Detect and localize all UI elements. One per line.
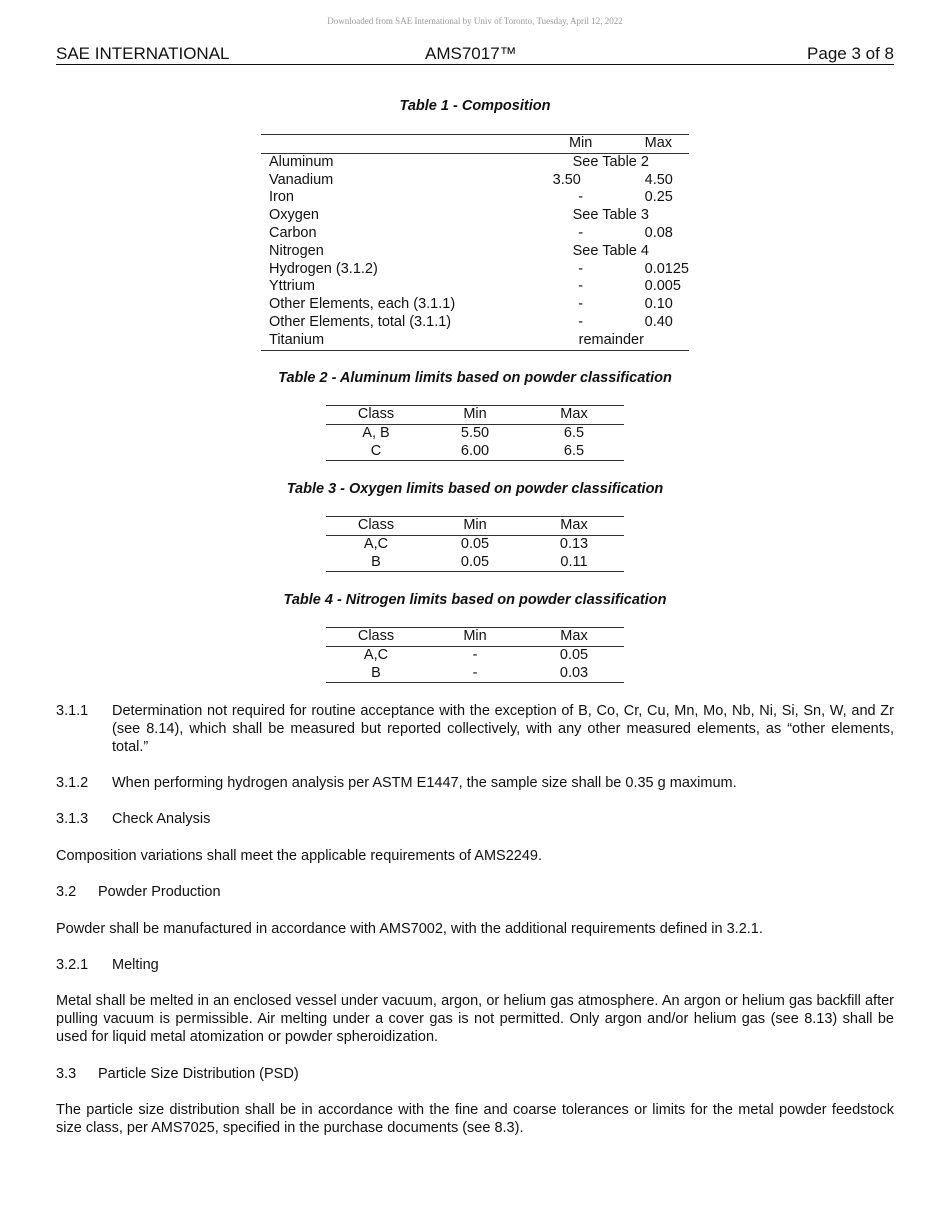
section-number: 3.1.3 bbox=[56, 811, 89, 827]
section-text: When performing hydrogen analysis per ASTM E1447, the sample size shall be 0.35 g maximum. bbox=[112, 775, 737, 791]
section-number: 3.1.1 bbox=[56, 703, 89, 719]
header-cell-max: Max bbox=[524, 406, 624, 425]
table1-caption: Table 1 - Composition bbox=[399, 98, 551, 114]
section-3-3 bbox=[56, 1066, 894, 1084]
element-min: - bbox=[578, 224, 584, 241]
class-cell: A, B bbox=[362, 424, 390, 441]
section-heading: Melting bbox=[112, 957, 159, 973]
max-cell: 6.5 bbox=[563, 442, 585, 459]
element-max: 0.08 bbox=[644, 224, 673, 241]
table-row bbox=[261, 296, 689, 314]
max-cell: 0.13 bbox=[559, 535, 589, 552]
table-header-row bbox=[326, 628, 624, 647]
table-row bbox=[326, 646, 624, 664]
element-name: Yttrium bbox=[269, 278, 315, 295]
element-max: 0.0125 bbox=[644, 260, 689, 277]
min-cell: 0.05 bbox=[460, 535, 490, 552]
section-number: 3.3 bbox=[56, 1066, 77, 1082]
element-limit: See Table 3 bbox=[572, 207, 649, 224]
table-row bbox=[261, 243, 689, 261]
section-heading: Powder Production bbox=[98, 884, 221, 900]
header-cell-min: Min bbox=[521, 135, 641, 154]
class-cell: A,C bbox=[363, 646, 389, 663]
element-limit: See Table 4 bbox=[572, 242, 649, 259]
composition-table bbox=[261, 134, 689, 351]
class-cell: B bbox=[371, 553, 381, 570]
section-number: 3.2.1 bbox=[56, 957, 89, 973]
element-min: - bbox=[578, 189, 584, 206]
header-cell-min: Min bbox=[426, 406, 524, 425]
header-cell-class: Class bbox=[326, 406, 426, 425]
section-3-2-1-body: Metal shall be melted in an enclosed vessel under vacuum, argon, or helium gas atmosphere. An argon or helium gas backfill after pulling vacuum is permissible. Air melting under a cover gas is not permitted. Only argon and/or helium gas (see 8.13) shall be used for liquid metal atomization or powder spheroidization. bbox=[56, 993, 894, 1045]
section-3-1-2 bbox=[56, 775, 894, 793]
element-name: Other Elements, total (3.1.1) bbox=[269, 313, 452, 330]
table3-caption: Table 3 - Oxygen limits based on powder classification bbox=[286, 481, 664, 497]
section-3-2-1 bbox=[56, 957, 894, 975]
table-row bbox=[261, 172, 689, 190]
page-header bbox=[56, 44, 894, 65]
class-cell: A,C bbox=[363, 535, 389, 552]
section-3-2 bbox=[56, 884, 894, 902]
table-header-row bbox=[326, 517, 624, 536]
section-heading: Check Analysis bbox=[112, 811, 211, 827]
header-page-number: Page 3 of 8 bbox=[807, 44, 894, 63]
element-max: 0.25 bbox=[644, 189, 673, 206]
section-number: 3.2 bbox=[56, 884, 77, 900]
header-doc-number: AMS7017™ bbox=[425, 44, 517, 63]
element-name: Vanadium bbox=[269, 171, 334, 188]
table-header-row bbox=[261, 135, 689, 154]
element-max: 0.40 bbox=[644, 313, 673, 330]
table-row bbox=[261, 225, 689, 243]
section-text: Determination not required for routine acceptance with the exception of B, Co, Cr, Cu, Mn, Mo, Nb, Ni, Si, Sn, W, and Zr (see 8.14), which shall be measured but reported collectively, with any other measured elements, as “other elements, total.” bbox=[112, 703, 894, 755]
table-row bbox=[261, 261, 689, 279]
section-3-1-3 bbox=[56, 811, 894, 829]
max-cell: 6.5 bbox=[563, 424, 585, 441]
class-cell: B bbox=[371, 664, 381, 681]
header-org: SAE INTERNATIONAL bbox=[56, 44, 230, 63]
element-min: 3.50 bbox=[552, 171, 581, 188]
min-cell: 5.50 bbox=[460, 424, 490, 441]
table-header-row bbox=[326, 406, 624, 425]
table2-caption: Table 2 - Aluminum limits based on powder classification bbox=[278, 370, 672, 386]
element-name: Aluminum bbox=[269, 153, 334, 170]
table-row bbox=[261, 314, 689, 332]
element-name: Oxygen bbox=[269, 207, 319, 224]
header-cell-class: Class bbox=[326, 517, 426, 536]
element-name: Other Elements, each (3.1.1) bbox=[269, 296, 456, 313]
min-cell: - bbox=[472, 664, 478, 681]
table-row bbox=[261, 332, 689, 350]
element-max: 0.10 bbox=[644, 296, 673, 313]
element-name: Titanium bbox=[269, 331, 325, 348]
max-cell: 0.05 bbox=[559, 646, 589, 663]
header-cell-max: Max bbox=[524, 628, 624, 647]
header-cell-max: Max bbox=[524, 517, 624, 536]
table-row bbox=[261, 153, 689, 171]
max-cell: 0.11 bbox=[560, 553, 588, 570]
nitrogen-limits-table bbox=[326, 627, 624, 683]
header-cell-max: Max bbox=[641, 135, 689, 154]
element-min: - bbox=[578, 313, 584, 330]
class-cell: C bbox=[370, 442, 382, 459]
table-row bbox=[326, 554, 624, 572]
table-row bbox=[326, 665, 624, 683]
element-name: Carbon bbox=[269, 224, 317, 241]
element-min: - bbox=[578, 296, 584, 313]
header-cell-min: Min bbox=[426, 628, 524, 647]
table-row bbox=[261, 207, 689, 225]
section-3-2-body: Powder shall be manufactured in accordance with AMS7002, with the additional requirements defined in 3.2.1. bbox=[56, 921, 763, 937]
element-name: Nitrogen bbox=[269, 242, 324, 259]
element-limit: See Table 2 bbox=[572, 153, 649, 170]
element-min: - bbox=[578, 260, 584, 277]
table-row bbox=[326, 535, 624, 553]
aluminum-limits-table bbox=[326, 405, 624, 461]
min-cell: - bbox=[472, 646, 478, 663]
section-heading: Particle Size Distribution (PSD) bbox=[98, 1066, 299, 1082]
download-note: Downloaded from SAE International by Univ of Toronto, Tuesday, April 12, 2022 bbox=[327, 16, 623, 26]
table4-caption: Table 4 - Nitrogen limits based on powder classification bbox=[283, 592, 667, 608]
table-row bbox=[326, 424, 624, 442]
element-name: Hydrogen (3.1.2) bbox=[269, 260, 378, 277]
element-name: Iron bbox=[269, 189, 294, 206]
table-row bbox=[261, 278, 689, 296]
element-min: - bbox=[578, 278, 584, 295]
max-cell: 0.03 bbox=[559, 664, 589, 681]
header-cell-min: Min bbox=[426, 517, 524, 536]
element-max: 4.50 bbox=[644, 171, 673, 188]
element-limit: remainder bbox=[578, 331, 644, 348]
header-cell-element bbox=[261, 135, 521, 154]
header-cell-class: Class bbox=[326, 628, 426, 647]
section-3-3-body: The particle size distribution shall be in accordance with the fine and coarse tolerances or limits for the metal powder feedstock size class, per AMS7025, specified in the purchase documents (see 8.3). bbox=[56, 1102, 894, 1136]
element-max: 0.005 bbox=[644, 278, 681, 295]
min-cell: 6.00 bbox=[460, 442, 490, 459]
min-cell: 0.05 bbox=[460, 553, 490, 570]
section-3-1-1 bbox=[56, 703, 894, 756]
table-row bbox=[326, 443, 624, 461]
section-3-1-3-body: Composition variations shall meet the applicable requirements of AMS2249. bbox=[56, 848, 543, 864]
oxygen-limits-table bbox=[326, 516, 624, 572]
section-number: 3.1.2 bbox=[56, 775, 89, 791]
table-row bbox=[261, 189, 689, 207]
